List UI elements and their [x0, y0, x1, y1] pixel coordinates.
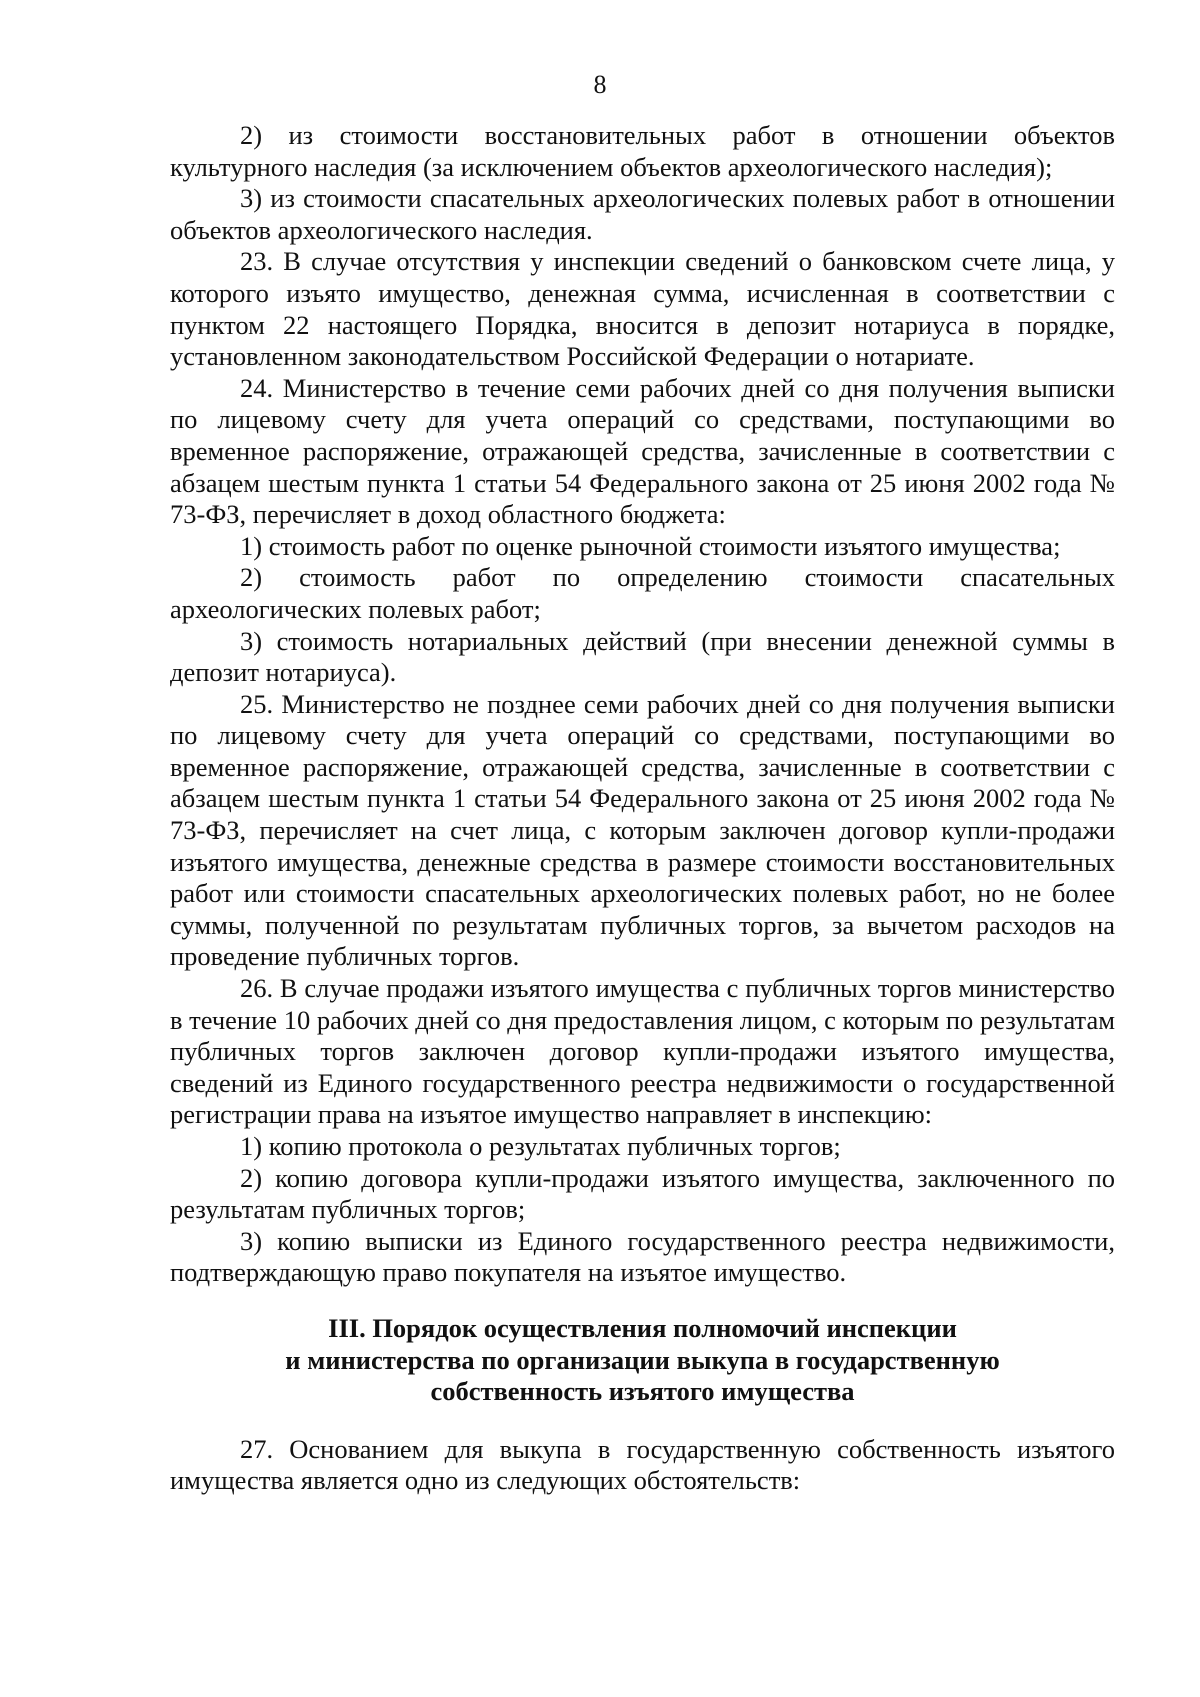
paragraph: 1) копию протокола о результатах публичных торгов; — [240, 1131, 841, 1161]
document-body — [170, 120, 1115, 1497]
paragraph: 26. В случае продажи изъятого имущества с публичных торгов министерство в течение 10 рабочих дней со дня предоставления лицом, с которым по результатам публичных торгов заключен договор купли-продажи изъятого имущества, сведений из Единого государственного реестра недвижимости о государственной регистрации права на изъятое имущество направляет в инспекцию: — [170, 973, 1115, 1130]
paragraph: 3) копию выписки из Единого государственного реестра недвижимости, подтверждающую право покупателя на изъятое имущество. — [170, 1225, 1115, 1288]
paragraph: 2) копию договора купли-продажи изъятого имущества, заключенного по результатам публичных торгов; — [170, 1162, 1115, 1225]
section-heading-line: III. Порядок осуществления полномочий инспекции — [328, 1312, 957, 1343]
paragraph: 23. В случае отсутствия у инспекции сведений о банковском счете лица, у которого изъято имущество, денежная сумма, исчисленная в соответствии с пунктом 22 настоящего Порядка, вносится в депозит нотариуса в порядке, установленном законодательством Российской Федерации о нотариате. — [170, 246, 1115, 372]
paragraph: 2) стоимость работ по определению стоимости спасательных археологических полевых работ; — [170, 562, 1115, 624]
paragraph: 3) из стоимости спасательных археологических полевых работ в отношении объектов археологического наследия. — [170, 183, 1115, 245]
section-heading — [170, 1313, 1115, 1408]
paragraph: 2) из стоимости восстановительных работ в отношении объектов культурного наследия (за исключением объектов археологического наследия); — [170, 120, 1115, 182]
section-heading-line: собственность изъятого имущества — [430, 1376, 855, 1407]
paragraph: 27. Основанием для выкупа в государственную собственность изъятого имущества является одно из следующих обстоятельств: — [170, 1433, 1115, 1496]
paragraph: 25. Министерство не позднее семи рабочих дней со дня получения выписки по лицевому счету для учета операций со средствами, поступающими во временное распоряжение, отражающей средства, зачисленные в соответствии с абзацем шестым пункта 1 статьи 54 Федерального закона от 25 июня 2002 года № 73-ФЗ, перечисляет на счет лица, с которым заключен договор купли-продажи изъятого имущества, денежные средства в размере стоимости восстановительных работ или стоимости спасательных археологических полевых работ, но не более суммы, полученной по результатам публичных торгов, за вычетом расходов на проведение публичных торгов. — [170, 688, 1115, 972]
paragraph: 24. Министерство в течение семи рабочих дней со дня получения выписки по лицевому счету для учета операций со средствами, поступающими во временное распоряжение, отражающей средства, зачисленные в соответствии с абзацем шестым пункта 1 статьи 54 Федерального закона от 25 июня 2002 года № 73-ФЗ, перечисляет в доход областного бюджета: — [170, 372, 1115, 530]
paragraph: 1) стоимость работ по оценке рыночной стоимости изъятого имущества; — [240, 530, 1061, 561]
paragraph: 3) стоимость нотариальных действий (при внесении денежной суммы в депозит нотариуса). — [170, 625, 1115, 688]
page-number: 8 — [593, 70, 607, 99]
section-heading-line: и министерства по организации выкупа в государственную — [285, 1344, 1000, 1375]
